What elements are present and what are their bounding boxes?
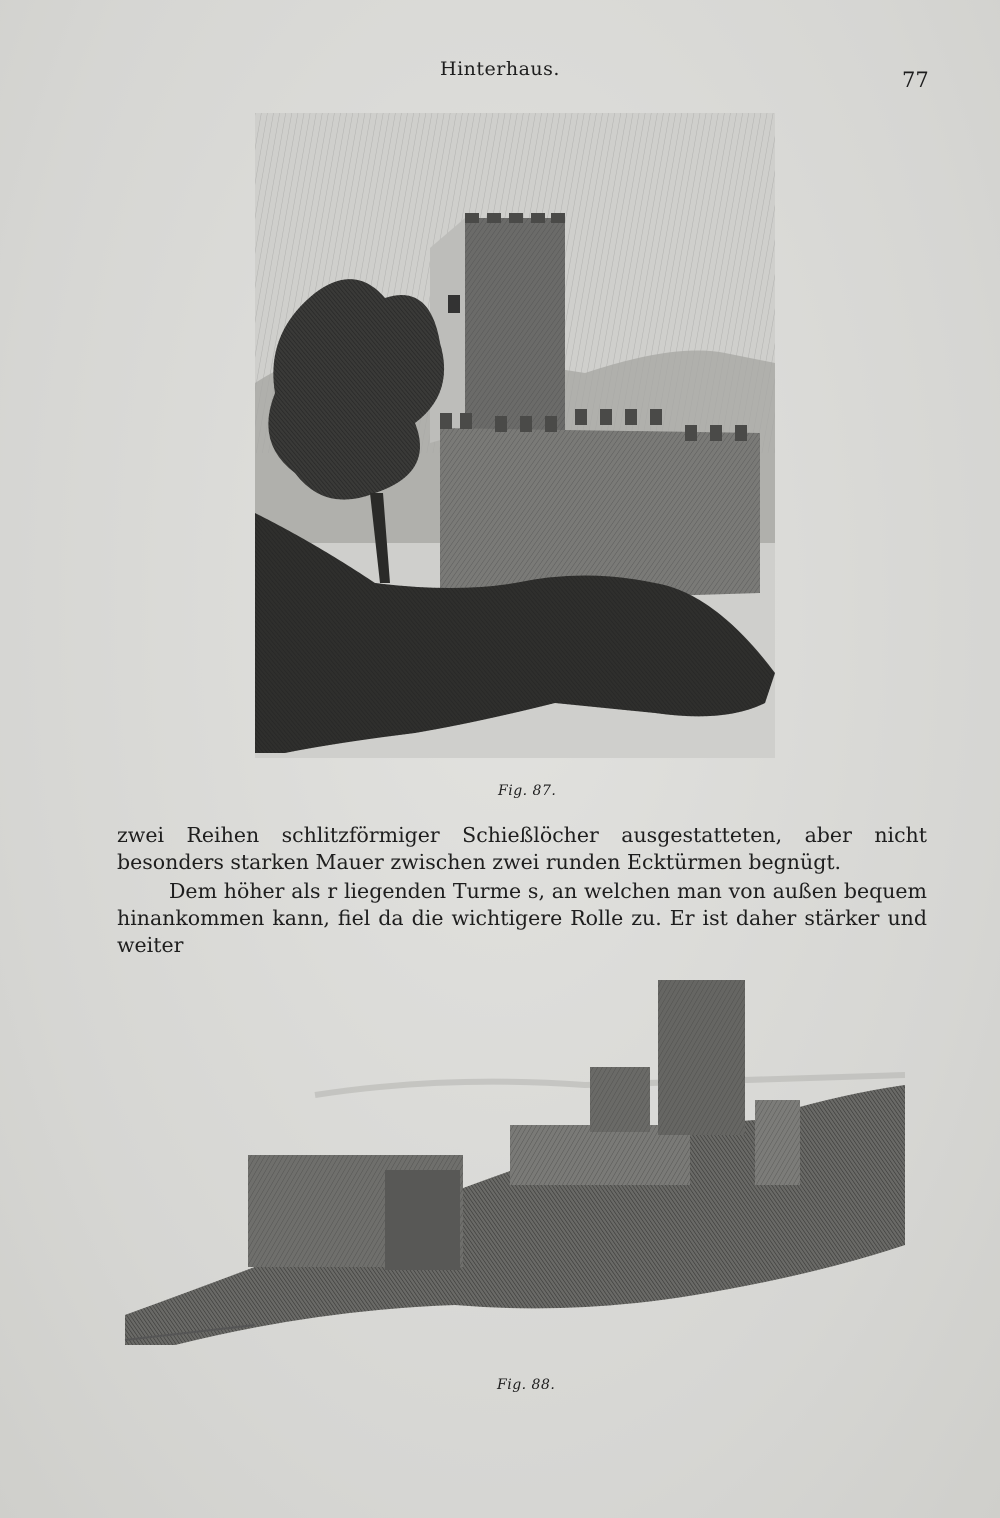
paragraph-text: zwei Reihen schlitzförmiger Schießlöcher ausgestatteten, aber nicht besonders starken Mauer zwischen zwei runden Ecktürmen begnügt.: [117, 823, 927, 874]
figure-87-caption: Fig. 87.: [498, 783, 557, 799]
page-number: 77: [902, 68, 929, 92]
figure-87-castle-illustration: [255, 113, 775, 758]
figure-88-castle-ruin-illustration: [115, 975, 905, 1360]
body-paragraph-1: [117, 822, 927, 876]
body-paragraph-2: [117, 878, 927, 959]
paragraph-text: Dem höher als r liegenden Turme s, an welchen man von außen bequem hinankommen kann, fiel da die wichtigere Rolle zu. Er ist daher stärker und weiter: [117, 879, 927, 957]
running-head: Hinterhaus.: [440, 58, 560, 80]
figure-88-caption: Fig. 88.: [497, 1377, 556, 1393]
